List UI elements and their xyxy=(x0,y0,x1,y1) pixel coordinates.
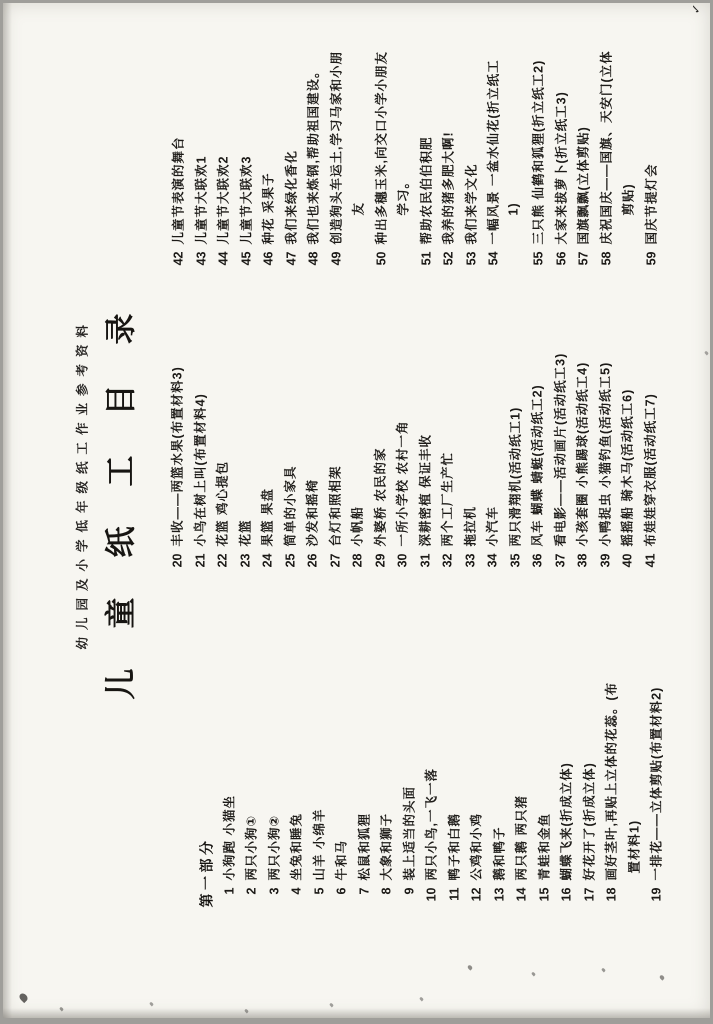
toc-entry xyxy=(235,519,253,573)
toc-entry-number: 25 xyxy=(283,553,297,568)
toc-entry-text: 摇摇船 骑木马(活动纸工6) xyxy=(620,388,635,547)
toc-entry-text: 大家来拔萝卜(折立纸工3) xyxy=(554,91,568,245)
toc-entry-number: 38 xyxy=(575,553,590,568)
toc-entry xyxy=(461,163,479,271)
pen-check-mark: ✓ xyxy=(688,2,704,16)
toc-entry xyxy=(169,136,187,271)
toc-entry-text: 友 xyxy=(351,201,366,216)
toc-entry-text: 鸭子和白鹅 xyxy=(447,812,461,881)
toc-entry-number: 2 xyxy=(244,887,259,895)
toc-entry-text: 台灯和照相架 xyxy=(328,465,342,547)
toc-entry-number: 5 xyxy=(312,887,326,895)
toc-entry xyxy=(573,362,591,574)
toc-entry-number: 14 xyxy=(514,887,529,902)
toc-entry-text: 我们来学文化 xyxy=(464,163,478,245)
toc-entry-text: 庆祝国庆——国旗、天安门(立体 xyxy=(599,50,613,245)
toc-entry xyxy=(551,91,569,271)
toc-entry xyxy=(596,50,614,271)
toc-entry-number: 16 xyxy=(559,887,574,902)
toc-entry xyxy=(415,434,433,573)
toc-entry-number: 49 xyxy=(329,251,343,266)
toc-entry-number: 37 xyxy=(553,553,567,568)
toc-entry-number: 15 xyxy=(537,887,551,902)
toc-entry-text: 儿童节大联欢3 xyxy=(239,155,253,245)
toc-entry-number: 7 xyxy=(357,887,371,895)
toc-entry-number: 3 xyxy=(267,887,281,895)
toc-entry-number: 57 xyxy=(576,251,591,266)
toc-entry-continuation xyxy=(349,202,367,272)
toc-entry xyxy=(236,156,254,272)
toc-entry-number: 34 xyxy=(485,553,500,568)
toc-entry-number: 21 xyxy=(193,553,207,568)
toc-entry xyxy=(557,762,575,907)
toc-entry-text: 一所小学校 农村一角 xyxy=(395,420,410,547)
toc-entry xyxy=(259,173,277,272)
toc-entry xyxy=(460,506,478,574)
toc-entry-number: 43 xyxy=(194,251,208,266)
toc-entry-text: 两只滑翔机(活动纸工1) xyxy=(508,406,522,547)
toc-entry-number: 11 xyxy=(447,887,461,901)
toc-entry-text: 我们也来炼钢,帮助祖国建设。 xyxy=(306,64,321,245)
toc-entry-text: 创造狗头车运土,学习马家和小朋 xyxy=(329,51,343,245)
toc-entry xyxy=(325,465,343,573)
toc-entry-number: 45 xyxy=(239,251,253,266)
toc-entry xyxy=(264,815,282,908)
toc-entry xyxy=(213,461,231,573)
toc-entry-text: 外婆桥 农民的家 xyxy=(373,447,387,547)
toc-entry-text: 小狗跑 小猫坐 xyxy=(222,795,236,881)
toc-entry-text: 松鼠和狐狸 xyxy=(357,812,371,881)
toc-entry-number: 31 xyxy=(418,553,432,568)
toc-entry-continuation xyxy=(506,202,520,271)
toc-entry xyxy=(438,452,456,574)
toc-entry-text: 小孩套圈 小熊踢球(活动纸工4) xyxy=(575,361,590,547)
toc-entry-number: 56 xyxy=(554,251,568,266)
toc-entry-text: 一幅风景 一盆水仙花(折立纸工 xyxy=(486,59,501,245)
toc-entry-number: 47 xyxy=(284,251,298,266)
toc-entry xyxy=(214,156,232,272)
toc-entry xyxy=(416,136,434,271)
toc-entry-text: 大象和狮子 xyxy=(379,812,394,881)
series-note: 幼儿园及小学低年级纸工作业参考资料 xyxy=(75,317,90,650)
toc-entry xyxy=(354,813,372,908)
toc-entry xyxy=(579,762,597,907)
toc-entry-text: 小帆船 xyxy=(350,505,365,547)
toc-entry-text: 好花开了(折成立体) xyxy=(582,762,596,881)
toc-entry-number: 10 xyxy=(424,887,439,902)
toc-entry-text: 青蛙和金鱼 xyxy=(537,812,551,881)
toc-entry-number: 33 xyxy=(463,553,477,568)
toc-entry-text: 花篮 xyxy=(238,519,252,547)
toc-entry-text: 小汽车 xyxy=(485,505,500,547)
toc-entry xyxy=(309,809,327,908)
toc-entry-text: 儿童节大联欢2 xyxy=(216,155,231,245)
toc-entry-text: 1) xyxy=(506,202,520,216)
toc-entry xyxy=(370,448,388,574)
rotated-page-content xyxy=(1,0,713,1024)
toc-entry-number: 44 xyxy=(216,251,231,266)
toc-entry-number: 52 xyxy=(441,251,456,266)
toc-entry xyxy=(467,813,485,908)
toc-entry-text: 我们来绿化香化 xyxy=(284,149,298,245)
toc-entry-text: 丰收——两篮水果(布置材料3) xyxy=(170,366,185,547)
toc-entry xyxy=(168,366,186,573)
toc-entry-text: 儿童节大联欢1 xyxy=(194,155,208,245)
toc-entry xyxy=(602,682,620,908)
toc-entry xyxy=(595,362,613,574)
toc-entry xyxy=(534,813,552,908)
toc-entry xyxy=(304,65,322,272)
toc-entry-number: 6 xyxy=(334,887,349,895)
toc-entry-number: 29 xyxy=(373,553,387,568)
toc-entry-text: 看电影——活动画片(活动纸工3) xyxy=(553,352,567,547)
toc-entry xyxy=(219,795,237,907)
toc-entry-number: 24 xyxy=(260,553,275,568)
toc-entry-number: 22 xyxy=(215,553,230,568)
toc-entry xyxy=(242,815,260,908)
toc-entry-number: 46 xyxy=(261,251,276,266)
toc-entry-text: 学习。 xyxy=(396,174,411,216)
toc-entry xyxy=(528,384,546,573)
toc-entry-text: 山羊 小绵羊 xyxy=(312,808,326,881)
toc-entry-number: 39 xyxy=(598,553,612,568)
toc-entry-number: 53 xyxy=(464,251,478,266)
toc-entry xyxy=(550,353,568,574)
toc-entry-text: 儿童节表演的舞台 xyxy=(171,136,186,245)
toc-entry-text: 种花 采果子 xyxy=(261,172,276,245)
toc-entry xyxy=(393,421,411,574)
toc-entry-text: 一排花——立体剪贴(布置材料2) xyxy=(649,686,664,881)
toc-entry-number: 32 xyxy=(440,553,455,568)
toc-entry xyxy=(303,479,321,574)
toc-entry xyxy=(529,60,547,272)
toc-entry-text: 花篮 鸡心提包 xyxy=(215,461,230,547)
toc-entry xyxy=(483,506,501,574)
toc-entry xyxy=(422,768,440,907)
toc-entry-number: 28 xyxy=(350,553,365,568)
toc-entry-text: 公鸡和小鸡 xyxy=(469,812,484,881)
toc-entry-number: 20 xyxy=(170,553,185,568)
toc-entry-text: 三只熊 仙鹤和狐狸(折立纸工2) xyxy=(531,59,546,245)
toc-entry-continuation xyxy=(394,175,412,272)
toc-entry-continuation xyxy=(619,183,637,271)
toc-entry xyxy=(280,465,298,573)
toc-entry-number: 58 xyxy=(599,251,613,266)
toc-entry-number: 48 xyxy=(306,251,321,266)
page-title: 儿童纸工目录 xyxy=(103,273,139,700)
toc-entry-number: 8 xyxy=(379,887,394,895)
toc-entry-number: 19 xyxy=(649,887,664,902)
toc-entry-text: 拖拉机 xyxy=(463,505,477,547)
toc-entry xyxy=(399,786,417,908)
toc-entry-text: 小鸟在树上叫(布置材料4) xyxy=(193,393,207,547)
toc-entry-text: 画好茎叶,再贴上立体的花蕊。(布 xyxy=(604,681,619,881)
toc-entry xyxy=(190,393,208,573)
toc-entry-text: 牛和马 xyxy=(334,839,349,881)
toc-entry-number: 27 xyxy=(328,553,342,568)
toc-entry-text: 坐兔和睡兔 xyxy=(289,812,304,881)
toc-entry-text: 果篮 果盘 xyxy=(260,488,275,547)
toc-entry xyxy=(574,126,592,271)
toc-entry-text: 我养的猪多肥大啊! xyxy=(441,131,456,245)
toc-entry-number: 50 xyxy=(374,251,388,266)
toc-entry xyxy=(444,813,462,908)
toc-entry-number: 23 xyxy=(238,553,252,568)
toc-part-heading xyxy=(197,838,217,908)
toc-entry-text: 鹅和鸭子 xyxy=(492,826,506,881)
toc-entry xyxy=(348,506,366,574)
toc-entry-text: 两只小狗② xyxy=(267,814,281,881)
toc-entry xyxy=(439,131,457,271)
toc-entry-text: 剪贴) xyxy=(621,183,636,216)
toc-entry-text: 国庆节提灯会 xyxy=(644,163,658,245)
toc-entry-text: 帮助农民伯伯积肥 xyxy=(419,136,433,245)
toc-entry xyxy=(484,59,502,271)
toc-entry-text: 蝴蝶飞来(折成立体) xyxy=(559,762,574,881)
toc-entry xyxy=(371,51,389,271)
toc-entry xyxy=(512,795,530,907)
toc-entry xyxy=(326,51,344,271)
toc-entry xyxy=(505,407,523,574)
toc-entry-number: 54 xyxy=(486,251,501,266)
toc-entry-number: 18 xyxy=(604,887,619,902)
toc-entry-number: 1 xyxy=(222,887,236,895)
toc-entry-text: 小鸭捉虫 小猫钓鱼(活动纸工5) xyxy=(598,361,612,547)
toc-entry-number: 4 xyxy=(289,887,304,895)
toc-entry-continuation xyxy=(624,820,642,908)
toc-entry xyxy=(281,150,299,272)
toc-entry-number: 55 xyxy=(531,251,546,266)
toc-entry-text: 沙发和摇椅 xyxy=(305,478,320,547)
toc-entry-text: 布娃娃穿衣服(活动纸工7) xyxy=(643,393,657,547)
toc-entry xyxy=(287,813,305,908)
toc-entry xyxy=(191,156,209,272)
toc-entry-number: 13 xyxy=(492,887,506,902)
toc-entry-number: 30 xyxy=(395,553,410,568)
toc-entry-number: 36 xyxy=(530,553,545,568)
toc-entry-number: 40 xyxy=(620,553,635,568)
toc-entry-number: 42 xyxy=(171,251,186,266)
toc-entry-number: 9 xyxy=(402,887,416,895)
toc-entry-number: 59 xyxy=(644,251,658,266)
toc-entry-number: 17 xyxy=(582,887,596,902)
toc-entry xyxy=(377,813,395,908)
toc-entry-text: 种出多穗玉米,向交口小学小朋友 xyxy=(374,51,388,245)
toc-entry xyxy=(489,826,507,907)
toc-entry-text: 装上适当的头面 xyxy=(402,785,416,881)
toc-entry-number: 41 xyxy=(643,553,657,568)
toc-entry-text: 两只小鸟,一飞一落 xyxy=(424,768,439,881)
toc-entry-text: 两只小狗① xyxy=(244,814,259,881)
toc-entry-text: 置材料1) xyxy=(627,819,641,874)
toc-entry-text: 国旗飘飘(立体剪贴) xyxy=(576,126,591,245)
toc-entry-text: 风车 蝴蝶 蜻蜓(活动纸工2) xyxy=(530,384,545,547)
toc-entry-text: 简单的小家具 xyxy=(283,465,297,547)
toc-entry-text: 两只鹅 两只猪 xyxy=(514,795,529,881)
toc-entry-number: 26 xyxy=(305,553,320,568)
toc-entry-number: 12 xyxy=(469,887,484,902)
toc-entry-text: 两个工厂生产忙 xyxy=(440,451,455,547)
toc-entry xyxy=(258,488,276,573)
toc-entry xyxy=(332,840,350,908)
toc-entry-number: 35 xyxy=(508,553,522,568)
toc-entry xyxy=(641,163,659,271)
toc-entry xyxy=(640,393,658,573)
toc-entry-text: 深耕密植 保证丰收 xyxy=(418,434,432,547)
toc-entry-number: 51 xyxy=(419,251,433,266)
toc-entry xyxy=(647,687,665,908)
toc-entry-text: 第一部分 xyxy=(198,837,215,908)
toc-entry xyxy=(618,389,636,574)
